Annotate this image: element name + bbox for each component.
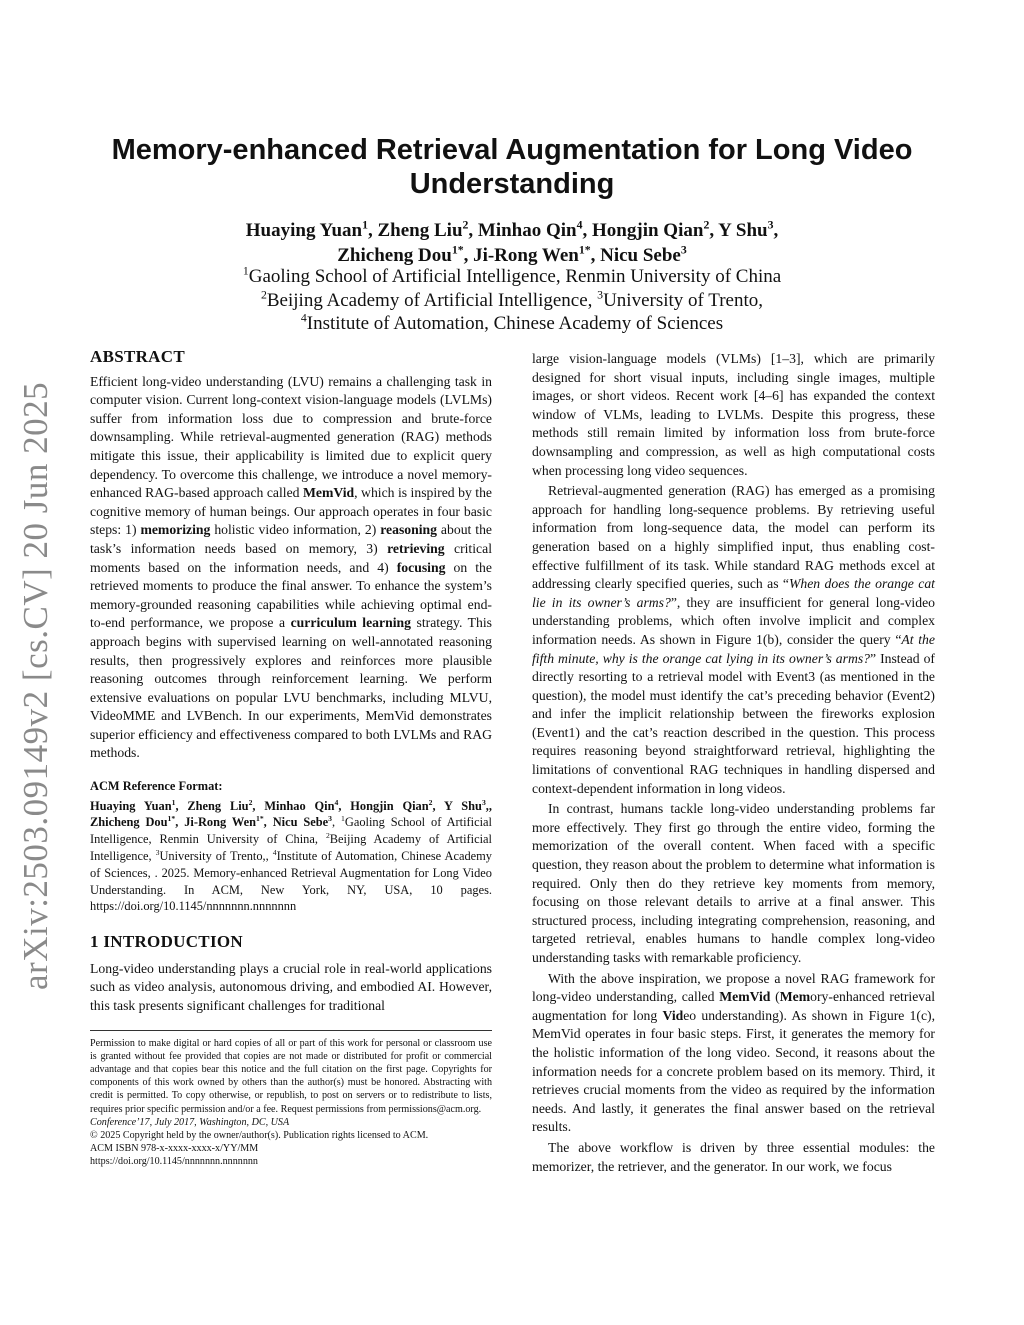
abstract-heading: ABSTRACT — [90, 347, 185, 366]
body-paragraph: large vision-language models (VLMs) [1–3], which are primarily designed for short visual inputs, including single images, multiple images, or short videos. Recent work [4–6] has expanded the context window of VLMs, leading to LVLMs. Despite this progress, these methods still remain limited by information loss from brute-force downsampling and compression, as well as high computational costs when processing long video sequences. — [532, 351, 935, 478]
acm-reference-heading: ACM Reference Format: — [90, 779, 223, 794]
author-name: Zhicheng Dou — [337, 245, 452, 266]
affiliation-4: Institute of Automation, Chinese Academy of Sciences — [306, 313, 724, 334]
isbn: ACM ISBN 978-x-xxxx-xxxx-x/YY/MM — [90, 1143, 259, 1155]
conference-info: Conference’17, July 2017, Washington, DC, USA — [90, 1116, 290, 1128]
author-list: Huaying Yuan$^1$, Zheng Liu$^2$, Minhao Qin$^4$, Hongjin Qian$^2$, Y Shu$^3$, Zhicheng Dou$^{1*}$, Ji-Rong Wen$^{1*}$, Nicu Sebe$^3$ — [245, 218, 779, 266]
author-name: Huaying Yuan — [245, 220, 363, 241]
author-name: Ji-Rong Wen — [473, 245, 579, 266]
author-name: Minhao Qin — [477, 220, 577, 241]
author-name: Nicu Sebe — [600, 245, 681, 266]
intro-paragraph: Long-video understanding plays a crucial role in real-world applications such as video analysis, autonomous driving, and embodied AI. However, this task presents significant challenges for traditional — [90, 960, 492, 1014]
paper-title: Memory-enhanced Retrieval Augmentation for Long Video Understanding — [111, 134, 913, 200]
abstract-text: Efficient long-video understanding (LVU) remains a challenging task in computer vision. Current long-context vision-language models (LVLMs) suffer from information loss due to compression and brute-force downsampling. While retrieval-augmented generation (RAG) methods mitigate this issue, their applicability is limited due to explicit query dependency. To overcome this challenge, we introduce a novel memory-enhanced RAG-based approach called MemVid, which is inspired by the cognitive memory of human beings. Our approach operates in four basic steps: 1) memorizing holistic video information, 2) reasoning about the task’s information needs based on memory, 3) retrieving critical moments based on the information needs, and 4) focusing on the retrieved moments to produce the final answer. To enhance the system’s memory-grounded reasoning capabilities while achieving optimal end-to-end performance, we propose a curriculum learning strategy. This approach begins with supervised learning on well-annotated reasoning results, then progressively explores and reinforces more plausible reasoning outcomes through reinforcement learning. We perform extensive evaluations on popular LVU benchmarks, including MLVU, VideoMME and LVBench. In our experiments, MemVid demonstrates superior efficiency and effectiveness compared to both LVLMs and RAG methods. — [90, 373, 492, 761]
affiliation-1: Gaoling School of Artificial Intelligence, Renmin University of China — [248, 266, 782, 287]
author-name: Y Shu — [718, 220, 768, 241]
permission-notice: Permission to make digital or hard copies of all or part of this work for personal or classroom use is granted without fee provided that copies are not made or distributed for profit or commercial advantage and that copies bear this notice and the full citation on the first page. Copyrights for components of this work owned by others than the author(s) must be honored. Abstracting with credit is permitted. To copy otherwise, or republish, to post on servers or to redistribute to lists, requires prior specific permission and/or a fee. Request permissions from permissions@acm.org. — [90, 1037, 492, 1115]
arxiv-identifier: arXiv:2503.09149v2 [cs.CV] 20 Jun 2025 — [16, 381, 55, 990]
section-heading-introduction: 1 INTRODUCTION — [90, 932, 243, 952]
body-paragraph: With the above inspiration, we propose a novel RAG framework for long-video understanding, called MemVid (Memory-enhanced retrieval augmentation for long Video understanding). As shown in Figure 1(c), MemVid operates in four basic steps. First, it generates the memory for the holistic information of the long video. Second, it reasons about the information needs for a concrete problem based on its memory. Third, it retrieves crucial moments from the video as required by the information needs. And lastly, it generates the final answer based on the retrieval results. — [532, 970, 935, 1135]
doi-link[interactable]: https://doi.org/10.1145/nnnnnnn.nnnnnnn — [90, 1156, 258, 1168]
acm-reference-text: Huaying Yuan$^1$, Zheng Liu$^2$, Minhao Qin$^4$, Hongjin Qian$^2$, Y Shu$^3$,, Zhicheng Dou$^{1*}$, Ji-Rong Wen$^{1*}$, Nicu Sebe$^3$, $^1$Gaoling School of Artificial Intelligence, Renmin University of China, $^2$Beijing Academy of Artificial Intelligence, $^3$University of Trento,, $^4$Institute of Automation, Chinese Academy of Sciences, . 2025. Memory-enhanced Retrieval Augmentation for Long Video Understanding. In ACM, New York, NY, USA, 10 pages. https://doi.org/10.1145/nnnnnnn.nnnnnnn — [90, 797, 492, 914]
footnote-divider — [90, 1030, 492, 1031]
left-column — [90, 348, 492, 1169]
affiliation-3: University of Trento, — [603, 289, 763, 311]
body-paragraph: Retrieval-augmented generation (RAG) has emerged as a promising approach for handling long-sequence problems. By retrieving useful information from long-sequence data, the model can perform its generation based on a highly simplified input, thus enabling cost-effective fulfillment of its task. While standard RAG methods excel at addressing clearly specified queries, such as “When does the orange cat lie in its owner’s arms?”, they are insufficient for general long-video understanding problems, which often involve implicit and complex information needs. As shown in Figure 1(b), consider the query “At the fifth minute, why is the orange cat lying in its owner’s arms?” Instead of directly resorting to a retrieval model with Event3 (as mentioned in the question), the model must identify the cat’s preceding behavior (Event2) and infer the implicit relationship between the fireworks explosion (Event1) and the cat’s reaction described in the question. This process requires reasoning beyond straightforward retrieval, highlighting the limitations of conventional RAG techniques in handling dispersed and context-dependent information in long videos. — [532, 483, 935, 796]
body-paragraph: The above workflow is driven by three essential modules: the memorizer, the retriever, and the generator. In our work, we focus — [532, 1139, 935, 1174]
body-paragraph: In contrast, humans tackle long-video understanding problems far more effectively. They first go through the entire video, forming the memorization of the overall content. When faced with a specific question, they reason about the problem to determine what information is required. Only then do they retrieve key moments from memory, focusing on those relevant details to arrive at a final answer. This structured process, including integrating comprehension, reasoning, and targeted retrieval, enables humans to handle complex long-video understanding tasks with remarkable proficiency. — [532, 801, 935, 965]
affiliation-2: Beijing Academy of Artificial Intelligence, — [266, 289, 598, 311]
author-name: Zheng Liu — [377, 220, 463, 241]
copyright-notice: © 2025 Copyright held by the owner/author(s). Publication rights licensed to ACM. — [90, 1130, 429, 1142]
author-name: Hongjin Qian — [592, 220, 704, 241]
affiliations: $^1$Gaoling School of Artificial Intelligence, Renmin University of China $^2$Beijing Academy of Artificial Intelligence, $^3$University of Trento, $^4$Institute of Automation, Chinese Academy of Sciences — [242, 264, 782, 334]
right-column — [532, 350, 935, 1176]
